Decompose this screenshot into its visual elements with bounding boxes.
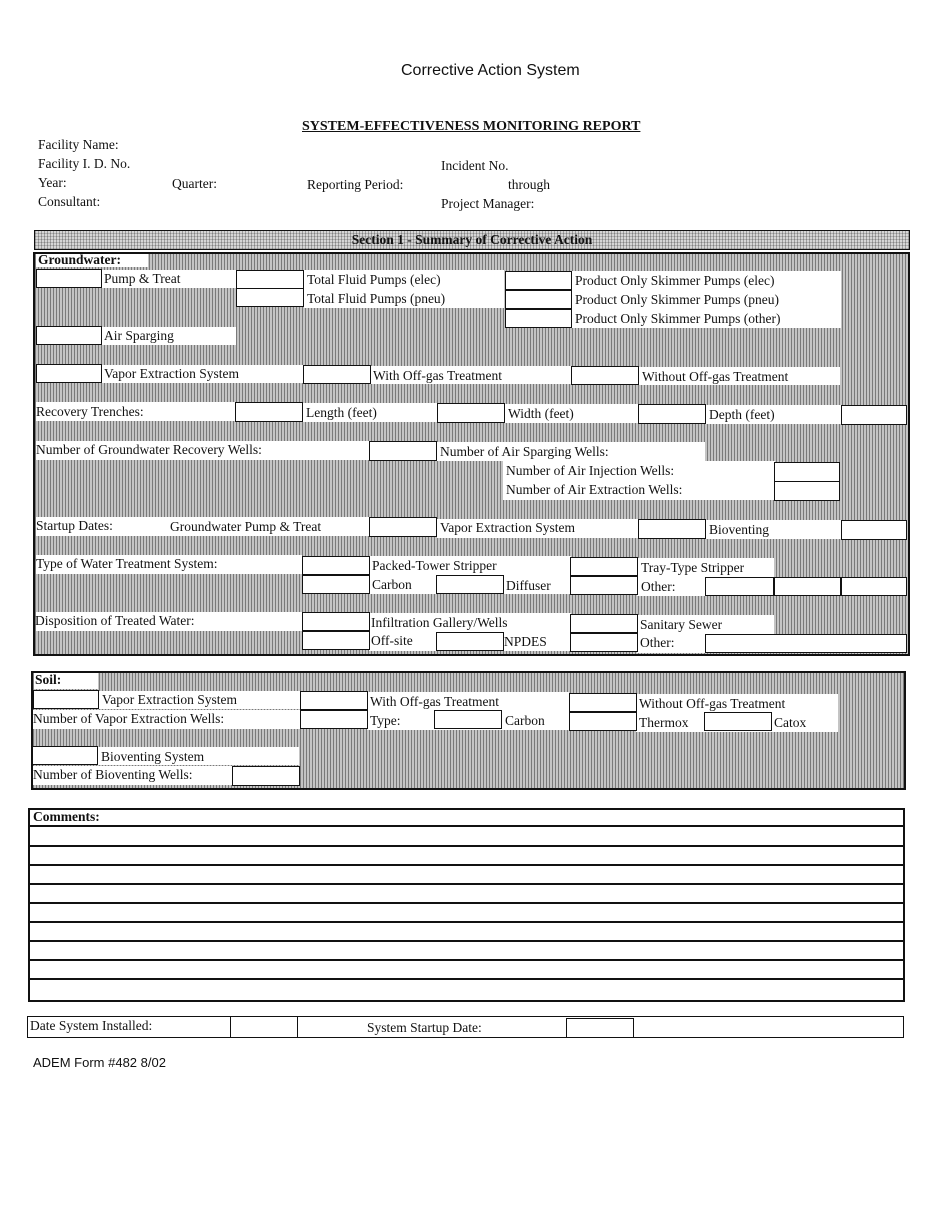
soil-thermox-box[interactable] — [569, 712, 637, 731]
project-manager-label: Project Manager: — [441, 196, 535, 211]
soil-without-offgas-label: Without Off-gas Treatment — [639, 696, 786, 711]
length-label: Length (feet) — [306, 405, 377, 420]
report-title: SYSTEM-EFFECTIVENESS MONITORING REPORT — [302, 119, 641, 134]
comments-heading: Comments: — [33, 809, 100, 824]
total-fluid-elec-box[interactable] — [236, 270, 304, 289]
tray-type-box[interactable] — [570, 557, 638, 576]
gw-vapor-extraction-box[interactable] — [36, 364, 102, 383]
total-fluid-pneu-label: Total Fluid Pumps (pneu) — [307, 291, 446, 306]
offsite-box[interactable] — [302, 631, 370, 650]
npdes-label: NPDES — [504, 634, 547, 649]
num-bioventing-wells-box[interactable] — [232, 766, 300, 786]
water-other-field[interactable] — [705, 577, 907, 596]
startup-dates-label: Startup Dates: — [36, 518, 113, 533]
date-installed-label: Date System Installed: — [30, 1018, 153, 1033]
width-label: Width (feet) — [508, 406, 574, 421]
num-gw-wells-box[interactable] — [369, 441, 437, 461]
section-1-title: Section 1 - Summary of Corrective Action — [351, 232, 593, 247]
diffuser-label: Diffuser — [506, 578, 551, 593]
disposition-other-box[interactable] — [570, 633, 638, 652]
groundwater-heading: Groundwater: — [38, 252, 121, 267]
disposition-other-field[interactable] — [705, 634, 907, 653]
year-label: Year: — [38, 175, 67, 190]
depth-label: Depth (feet) — [709, 407, 775, 422]
facility-name-label: Facility Name: — [38, 137, 119, 152]
soil-thermox-label: Thermox — [639, 715, 689, 730]
air-sparging-box[interactable] — [36, 326, 102, 345]
gw-vapor-extraction-label: Vapor Extraction System — [104, 366, 239, 381]
quarter-label: Quarter: — [172, 176, 217, 191]
total-fluid-pneu-box[interactable] — [236, 288, 304, 307]
packed-tower-box[interactable] — [302, 556, 370, 575]
soil-catox-label: Catox — [774, 715, 807, 730]
skimmer-elec-box[interactable] — [505, 271, 572, 290]
diffuser-box[interactable] — [436, 575, 504, 594]
water-other-label: Other: — [641, 579, 676, 594]
num-extraction-wells-label: Number of Air Extraction Wells: — [506, 482, 683, 497]
startup-bioventing-box[interactable] — [841, 520, 907, 540]
carbon-box[interactable] — [302, 575, 370, 594]
skimmer-pneu-box[interactable] — [505, 290, 572, 309]
num-vapor-wells-label: Number of Vapor Extraction Wells: — [33, 711, 225, 726]
skimmer-other-label: Product Only Skimmer Pumps (other) — [575, 311, 781, 326]
soil-carbon-box[interactable] — [434, 710, 502, 729]
incident-label: Incident No. — [441, 158, 509, 173]
num-gw-wells-label: Number of Groundwater Recovery Wells: — [36, 442, 262, 457]
recovery-trenches-box[interactable] — [235, 402, 303, 422]
skimmer-other-box[interactable] — [505, 309, 572, 328]
air-sparging-label: Air Sparging — [104, 328, 174, 343]
water-treatment-label: Type of Water Treatment System: — [36, 556, 218, 571]
disposition-other-label: Other: — [640, 635, 675, 650]
soil-with-offgas-box[interactable] — [300, 691, 368, 710]
packed-tower-label: Packed-Tower Stripper — [372, 558, 497, 573]
num-vapor-wells-box[interactable] — [300, 710, 368, 729]
facility-id-label: Facility I. D. No. — [38, 156, 131, 171]
infiltration-label: Infiltration Gallery/Wells — [371, 615, 508, 630]
soil-heading: Soil: — [35, 672, 62, 687]
depth-box[interactable] — [841, 405, 907, 425]
soil-carbon-label: Carbon — [505, 713, 545, 728]
through-label: through — [508, 177, 550, 192]
soil-vapor-extraction-box[interactable] — [33, 690, 99, 709]
gw-without-offgas-label: Without Off-gas Treatment — [642, 369, 789, 384]
soil-vapor-extraction-label: Vapor Extraction System — [102, 692, 237, 707]
startup-vapor-extraction-box[interactable] — [638, 519, 706, 539]
total-fluid-elec-label: Total Fluid Pumps (elec) — [307, 272, 441, 287]
soil-bioventing-label: Bioventing System — [101, 749, 205, 764]
length-box[interactable] — [437, 403, 505, 423]
startup-bioventing-label: Bioventing — [709, 522, 769, 537]
form-id: ADEM Form #482 8/02 — [33, 1055, 166, 1070]
soil-bioventing-box[interactable] — [32, 746, 98, 765]
carbon-label: Carbon — [372, 577, 412, 592]
disposition-label: Disposition of Treated Water: — [35, 613, 195, 628]
reporting-period-label: Reporting Period: — [307, 177, 404, 192]
startup-date-field[interactable] — [566, 1018, 634, 1038]
npdes-box[interactable] — [436, 632, 504, 651]
soil-type-label: Type: — [370, 713, 401, 728]
section-1-header — [34, 230, 910, 250]
recovery-trenches-label: Recovery Trenches: — [36, 404, 144, 419]
infiltration-box[interactable] — [302, 612, 370, 631]
gw-with-offgas-box[interactable] — [303, 365, 371, 384]
date-installed-field[interactable] — [230, 1016, 298, 1038]
comments-box[interactable] — [28, 808, 905, 1002]
pump-treat-label: Pump & Treat — [104, 271, 181, 286]
skimmer-pneu-label: Product Only Skimmer Pumps (pneu) — [575, 292, 779, 307]
skimmer-elec-label: Product Only Skimmer Pumps (elec) — [575, 273, 775, 288]
num-injection-wells-label: Number of Air Injection Wells: — [506, 463, 675, 478]
width-box[interactable] — [638, 404, 706, 424]
num-bioventing-wells-label: Number of Bioventing Wells: — [33, 767, 193, 782]
soil-without-offgas-box[interactable] — [569, 693, 637, 712]
soil-with-offgas-label: With Off-gas Treatment — [370, 694, 499, 709]
startup-gw-pump-treat-box[interactable] — [369, 517, 437, 537]
water-other-box[interactable] — [570, 576, 638, 595]
offsite-label: Off-site — [371, 633, 413, 648]
startup-gw-pump-treat-label: Groundwater Pump & Treat — [170, 519, 322, 534]
gw-with-offgas-label: With Off-gas Treatment — [373, 368, 502, 383]
soil-catox-box[interactable] — [704, 712, 772, 731]
sanitary-sewer-box[interactable] — [570, 614, 638, 633]
app-title: Corrective Action System — [401, 62, 580, 79]
sanitary-sewer-label: Sanitary Sewer — [640, 617, 723, 632]
gw-without-offgas-box[interactable] — [571, 366, 639, 385]
num-extraction-wells-box[interactable] — [774, 481, 840, 501]
tray-type-label: Tray-Type Stripper — [641, 560, 745, 575]
pump-treat-box[interactable] — [36, 269, 102, 288]
consultant-label: Consultant: — [38, 194, 101, 209]
num-sparging-wells-label: Number of Air Sparging Wells: — [440, 444, 609, 459]
startup-vapor-extraction-label: Vapor Extraction System — [440, 520, 575, 535]
num-injection-wells-box[interactable] — [774, 462, 840, 482]
startup-date-label: System Startup Date: — [367, 1020, 482, 1035]
